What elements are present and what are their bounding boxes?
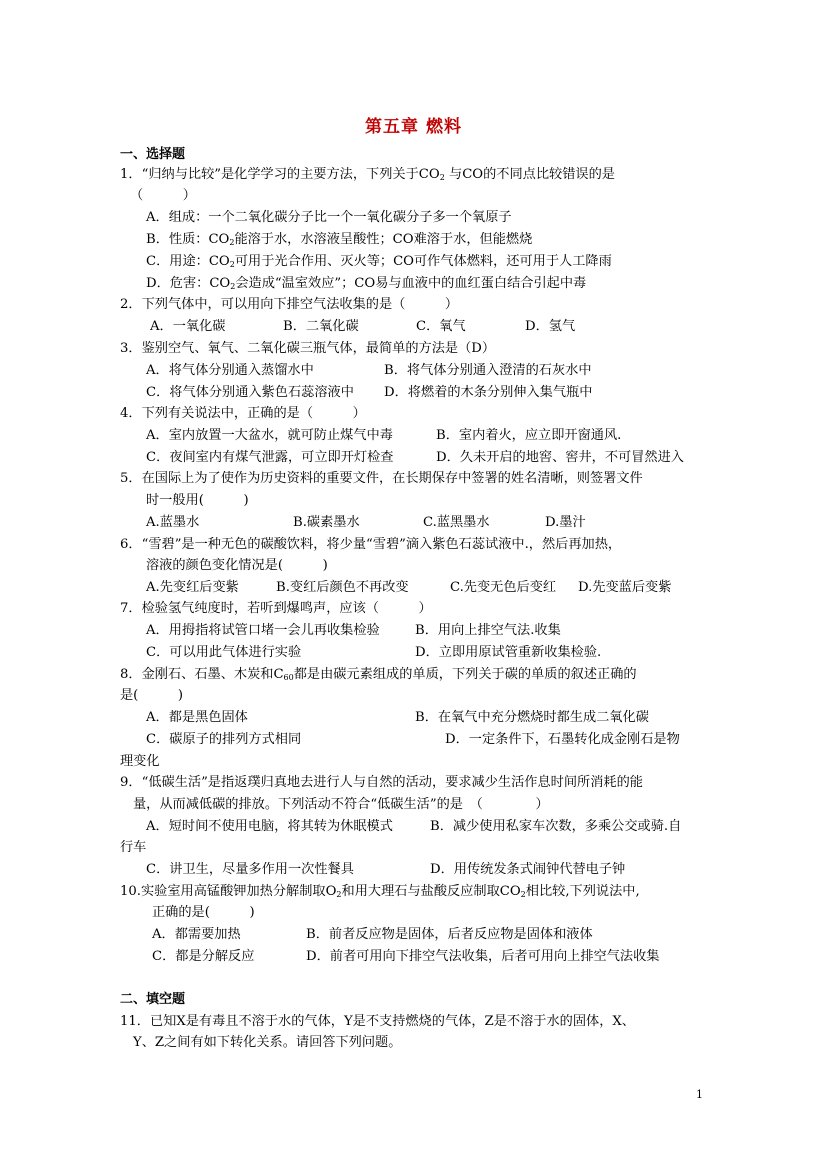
section-heading-fill: 二、填空题 <box>120 992 186 1007</box>
question-5-stem: 5．在国际上为了使作为历史资料的重要文件，在长期保存中签署的姓名清晰，则签署文件 <box>120 471 643 486</box>
question-10-option-d: D．前者可用向下排空气法收集，后者可用向上排空气法收集 <box>306 949 660 964</box>
question-7-option-b: B．用向上排空气法.收集 <box>415 623 561 638</box>
question-7-option-d: D．立即用原试管重新收集检验. <box>415 645 602 660</box>
question-3-option-c: C．将气体分别通入紫色石蕊溶液中 <box>146 385 354 400</box>
question-4-option-d: D．久未开启的地窖、窖井，不可冒然进入 <box>436 450 684 465</box>
question-8-option-d-cont: 理变化 <box>120 754 160 769</box>
question-9-stem-cont: 量，从而减低碳的排放。下列活动不符合“低碳生活”的是 （ ） <box>133 797 549 812</box>
question-3-option-a: A．将气体分别通入蒸馏水中 <box>146 363 314 378</box>
question-5-option-c: C.蓝黑墨水 <box>423 515 490 530</box>
question-9-option-a: A．短时间不使用电脑，将其转为休眠模式 <box>146 819 393 834</box>
question-5-option-d: D.墨汁 <box>545 515 586 530</box>
question-6-option-d: D.先变蓝后变紫 <box>578 580 672 595</box>
question-10-stem-cont: 正确的是( ) <box>152 905 255 920</box>
question-4-option-a: A．室内放置一大盆水，就可防止煤气中毒 <box>146 428 393 443</box>
question-2-option-d: D．氢气 <box>525 319 576 334</box>
question-6-stem: 6．“雪碧”是一种无色的碳酸饮料，将少量“雪碧”滴入紫色石蕊试液中.，然后再加热， <box>120 537 622 552</box>
section-heading-choice: 一、选择题 <box>120 147 186 162</box>
question-1-option-d: D．危害：$CO_2$会造成“温室效应”；CO易与血液中的血红蛋白结合引起中毒 <box>146 276 587 291</box>
question-2-option-a: A．一氧化碳 <box>150 319 226 334</box>
question-1-stem: 1．“归纳与比较”是化学学习的主要方法，下列关于$CO_2$ 与CO的不同点比较错误的是 <box>120 167 615 182</box>
question-9-stem: 9．“低碳生活”是指返璞归真地去进行人与自然的活动，要求减少生活作息时间所消耗的能 <box>120 775 643 790</box>
question-9-option-c: C．讲卫生，尽量多作用一次性餐具 <box>146 862 354 877</box>
question-8-option-b: B．在氧气中充分燃烧时都生成二氧化碳 <box>415 710 649 725</box>
page-number: 1 <box>696 1088 703 1101</box>
question-7-option-c: C．可以用此气体进行实验 <box>146 645 302 660</box>
question-10-stem: 10.实验室用高锰酸钾加热分解制取$O_2$和用大理石与盐酸反应制取$CO_2$相比较,下列说法中, <box>120 884 640 899</box>
question-5-stem-cont: 时一般用( ) <box>146 493 249 508</box>
question-6-stem-cont: 溶液的颜色变化情况是( ) <box>146 558 328 573</box>
question-8-option-d: D．一定条件下，石墨转化成金刚石是物 <box>445 732 680 747</box>
question-6-option-c: C.先变无色后变红 <box>450 580 557 595</box>
question-2-stem: 2．下列气体中，可以用向下排空气法收集的是（ ） <box>120 297 459 312</box>
question-11-stem: 11．已知X是有毒且不溶于水的气体，Y是不支持燃烧的气体，Z是不溶于水的固体，X、 <box>120 1014 635 1029</box>
question-10-option-a: A．都需要加热 <box>152 927 241 942</box>
question-9-option-b: B．减少使用私家车次数，多乘公交或骑.自 <box>430 819 682 834</box>
question-3-stem: 3．鉴别空气、氧气、二氧化碳三瓶气体，最简单的方法是（D） <box>120 341 496 356</box>
question-5-option-a: A.蓝墨水 <box>146 515 200 530</box>
question-9-option-b-cont: 行车 <box>120 840 147 855</box>
question-1-paren: （ ） <box>130 188 196 203</box>
question-7-stem: 7．检验氢气纯度时，若听到爆鸣声，应该（ ） <box>120 601 432 616</box>
question-7-option-a: A．用拇指将试管口堵一会儿再收集检验 <box>146 623 380 638</box>
question-8-option-a: A．都是黑色固体 <box>146 710 248 725</box>
question-6-option-b: B.变红后颜色不再改变 <box>276 580 409 595</box>
question-4-option-b: B．室内着火，应立即开窗通风. <box>436 428 622 443</box>
question-3-option-d: D．将燃着的木条分别伸入集气瓶中 <box>384 385 593 400</box>
question-4-option-c: C．夜间室内有煤气泄露，可立即开灯检查 <box>146 450 394 465</box>
question-4-stem: 4．下列有关说法中，正确的是（ ） <box>120 406 366 421</box>
question-11-stem-cont: Y、Z之间有如下转化关系。请回答下列问题。 <box>133 1035 402 1050</box>
question-3-option-b: B．将气体分别通入澄清的石灰水中 <box>384 363 592 378</box>
question-1-option-b: B．性质：$CO_2$能溶于水，水溶液呈酸性；CO难溶于水，但能燃烧 <box>146 232 533 247</box>
question-1-option-a: A．组成：一个二氧化碳分子比一个一氧化碳分子多一个氧原子 <box>146 210 512 225</box>
question-10-option-b: B．前者反应物是固体，后者反应物是固体和液体 <box>306 927 593 942</box>
question-1-option-c: C．用途：$CO_2$可用于光合作用、灭火等；CO可作气体燃料，还可用于人工降雨 <box>146 254 612 269</box>
question-10-option-c: C．都是分解反应 <box>152 949 255 964</box>
question-5-option-b: B.碳素墨水 <box>293 515 360 530</box>
question-2-option-b: B．二氧化碳 <box>283 319 359 334</box>
question-8-stem: 8．金刚石、石墨、木炭和$C_{60}$都是由碳元素组成的单质，下列关于碳的单质的叙述正确的 <box>120 667 637 682</box>
question-6-option-a: A.先变红后变紫 <box>146 580 239 595</box>
question-8-option-c: C．碳原子的排列方式相同 <box>146 732 302 747</box>
chapter-title: 第五章 燃料 <box>365 117 462 137</box>
question-2-option-c: C．氧气 <box>416 319 466 334</box>
question-8-stem-cont: 是( ) <box>120 688 184 703</box>
question-9-option-d: D．用传统发条式闹钟代替电子钟 <box>430 862 626 877</box>
